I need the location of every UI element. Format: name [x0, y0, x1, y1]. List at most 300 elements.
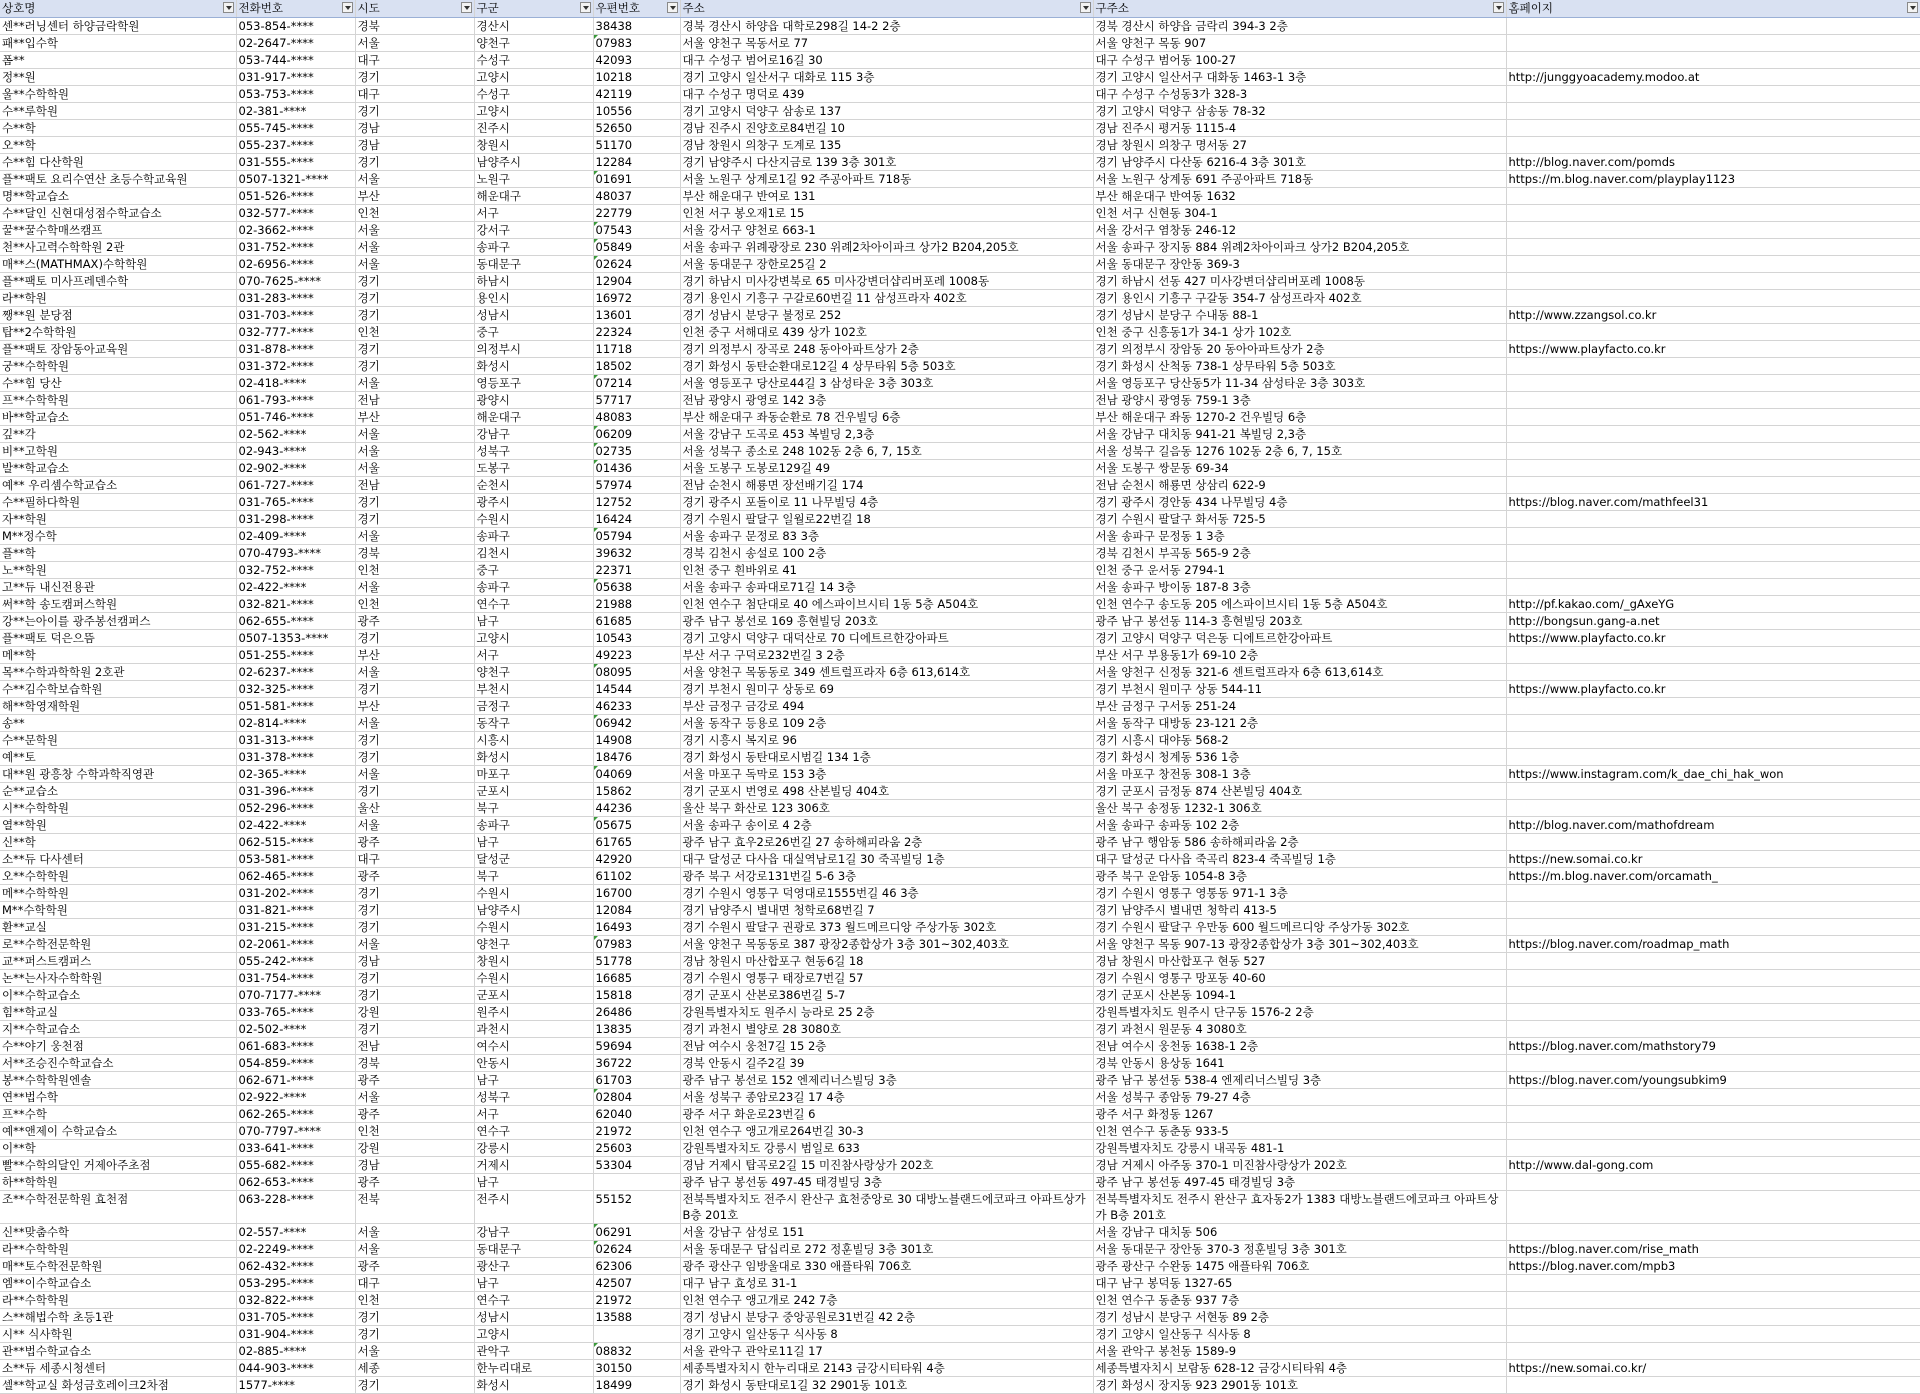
cell-province[interactable]: [355, 137, 474, 154]
cell-old-address[interactable]: [1093, 18, 1506, 35]
cell-phone[interactable]: [236, 732, 355, 749]
cell-homepage[interactable]: [1506, 545, 1920, 562]
cell-old-address[interactable]: [1093, 987, 1506, 1004]
cell-business-name[interactable]: [0, 698, 236, 715]
cell-district[interactable]: [474, 664, 593, 681]
cell-old-address[interactable]: [1093, 1191, 1506, 1224]
cell-phone[interactable]: [236, 154, 355, 171]
cell-address[interactable]: [680, 392, 1093, 409]
cell-zipcode[interactable]: [593, 902, 680, 919]
cell-address[interactable]: [680, 834, 1093, 851]
cell-phone[interactable]: [236, 715, 355, 732]
cell-phone[interactable]: [236, 52, 355, 69]
cell-homepage[interactable]: [1506, 69, 1920, 86]
cell-business-name[interactable]: [0, 392, 236, 409]
cell-address[interactable]: [680, 120, 1093, 137]
cell-phone[interactable]: [236, 494, 355, 511]
cell-district[interactable]: [474, 1089, 593, 1106]
filter-dropdown-icon[interactable]: [667, 2, 678, 13]
cell-homepage[interactable]: [1506, 1326, 1920, 1343]
cell-phone[interactable]: [236, 443, 355, 460]
cell-old-address[interactable]: [1093, 494, 1506, 511]
cell-province[interactable]: [355, 749, 474, 766]
cell-address[interactable]: [680, 1106, 1093, 1123]
cell-old-address[interactable]: [1093, 953, 1506, 970]
cell-province[interactable]: [355, 307, 474, 324]
cell-province[interactable]: [355, 1241, 474, 1258]
cell-homepage[interactable]: [1506, 358, 1920, 375]
cell-business-name[interactable]: [0, 1191, 236, 1224]
cell-zipcode[interactable]: [593, 579, 680, 596]
cell-old-address[interactable]: [1093, 851, 1506, 868]
cell-address[interactable]: [680, 477, 1093, 494]
cell-business-name[interactable]: [0, 766, 236, 783]
cell-zipcode[interactable]: [593, 1123, 680, 1140]
cell-district[interactable]: [474, 1258, 593, 1275]
cell-zipcode[interactable]: [593, 307, 680, 324]
cell-business-name[interactable]: [0, 188, 236, 205]
cell-old-address[interactable]: [1093, 477, 1506, 494]
cell-district[interactable]: [474, 1360, 593, 1377]
cell-zipcode[interactable]: [593, 1055, 680, 1072]
cell-homepage[interactable]: [1506, 460, 1920, 477]
cell-address[interactable]: [680, 324, 1093, 341]
cell-homepage[interactable]: [1506, 154, 1920, 171]
cell-phone[interactable]: [236, 1292, 355, 1309]
cell-business-name[interactable]: [0, 86, 236, 103]
cell-zipcode[interactable]: [593, 1038, 680, 1055]
cell-province[interactable]: [355, 460, 474, 477]
cell-address[interactable]: [680, 783, 1093, 800]
cell-province[interactable]: [355, 52, 474, 69]
cell-province[interactable]: [355, 1258, 474, 1275]
cell-business-name[interactable]: [0, 970, 236, 987]
cell-address[interactable]: [680, 1157, 1093, 1174]
cell-homepage[interactable]: [1506, 1292, 1920, 1309]
cell-old-address[interactable]: [1093, 562, 1506, 579]
cell-phone[interactable]: [236, 1089, 355, 1106]
cell-old-address[interactable]: [1093, 137, 1506, 154]
cell-province[interactable]: [355, 324, 474, 341]
cell-phone[interactable]: [236, 239, 355, 256]
cell-old-address[interactable]: [1093, 341, 1506, 358]
cell-homepage[interactable]: [1506, 205, 1920, 222]
cell-district[interactable]: [474, 919, 593, 936]
cell-district[interactable]: [474, 511, 593, 528]
cell-old-address[interactable]: [1093, 749, 1506, 766]
cell-province[interactable]: [355, 528, 474, 545]
cell-business-name[interactable]: [0, 205, 236, 222]
cell-phone[interactable]: [236, 1343, 355, 1360]
cell-zipcode[interactable]: [593, 647, 680, 664]
cell-zipcode[interactable]: [593, 1191, 680, 1224]
cell-district[interactable]: [474, 715, 593, 732]
cell-province[interactable]: [355, 1360, 474, 1377]
cell-zipcode[interactable]: [593, 1377, 680, 1394]
cell-province[interactable]: [355, 426, 474, 443]
cell-district[interactable]: [474, 868, 593, 885]
cell-homepage[interactable]: [1506, 137, 1920, 154]
cell-business-name[interactable]: [0, 919, 236, 936]
cell-zipcode[interactable]: [593, 154, 680, 171]
cell-old-address[interactable]: [1093, 1275, 1506, 1292]
cell-homepage[interactable]: [1506, 171, 1920, 188]
cell-district[interactable]: [474, 953, 593, 970]
cell-business-name[interactable]: [0, 1309, 236, 1326]
cell-province[interactable]: [355, 290, 474, 307]
cell-old-address[interactable]: [1093, 868, 1506, 885]
cell-business-name[interactable]: [0, 307, 236, 324]
cell-province[interactable]: [355, 256, 474, 273]
cell-province[interactable]: [355, 562, 474, 579]
cell-province[interactable]: [355, 715, 474, 732]
cell-homepage[interactable]: [1506, 936, 1920, 953]
cell-district[interactable]: [474, 188, 593, 205]
cell-phone[interactable]: [236, 1055, 355, 1072]
cell-zipcode[interactable]: [593, 1021, 680, 1038]
cell-district[interactable]: [474, 307, 593, 324]
cell-district[interactable]: [474, 409, 593, 426]
cell-province[interactable]: [355, 1275, 474, 1292]
cell-province[interactable]: [355, 120, 474, 137]
cell-province[interactable]: [355, 222, 474, 239]
cell-homepage[interactable]: [1506, 1343, 1920, 1360]
cell-district[interactable]: [474, 596, 593, 613]
cell-homepage[interactable]: [1506, 222, 1920, 239]
cell-business-name[interactable]: [0, 477, 236, 494]
cell-phone[interactable]: [236, 1021, 355, 1038]
cell-old-address[interactable]: [1093, 613, 1506, 630]
cell-homepage[interactable]: [1506, 324, 1920, 341]
cell-district[interactable]: [474, 1157, 593, 1174]
cell-homepage[interactable]: [1506, 970, 1920, 987]
cell-province[interactable]: [355, 18, 474, 35]
cell-phone[interactable]: [236, 358, 355, 375]
cell-province[interactable]: [355, 545, 474, 562]
cell-province[interactable]: [355, 868, 474, 885]
cell-province[interactable]: [355, 732, 474, 749]
cell-zipcode[interactable]: [593, 256, 680, 273]
cell-zipcode[interactable]: [593, 1292, 680, 1309]
cell-address[interactable]: [680, 1089, 1093, 1106]
cell-zipcode[interactable]: [593, 1275, 680, 1292]
cell-zipcode[interactable]: [593, 52, 680, 69]
cell-business-name[interactable]: [0, 375, 236, 392]
cell-phone[interactable]: [236, 681, 355, 698]
cell-homepage[interactable]: [1506, 868, 1920, 885]
cell-address[interactable]: [680, 409, 1093, 426]
cell-old-address[interactable]: [1093, 936, 1506, 953]
cell-province[interactable]: [355, 834, 474, 851]
cell-business-name[interactable]: [0, 715, 236, 732]
cell-old-address[interactable]: [1093, 545, 1506, 562]
cell-district[interactable]: [474, 120, 593, 137]
cell-old-address[interactable]: [1093, 409, 1506, 426]
cell-phone[interactable]: [236, 1326, 355, 1343]
cell-province[interactable]: [355, 188, 474, 205]
cell-district[interactable]: [474, 239, 593, 256]
cell-phone[interactable]: [236, 392, 355, 409]
cell-zipcode[interactable]: [593, 545, 680, 562]
cell-address[interactable]: [680, 1241, 1093, 1258]
cell-phone[interactable]: [236, 919, 355, 936]
cell-old-address[interactable]: [1093, 732, 1506, 749]
cell-province[interactable]: [355, 1224, 474, 1241]
cell-phone[interactable]: [236, 409, 355, 426]
cell-phone[interactable]: [236, 1309, 355, 1326]
cell-address[interactable]: [680, 817, 1093, 834]
cell-old-address[interactable]: [1093, 885, 1506, 902]
cell-homepage[interactable]: [1506, 596, 1920, 613]
filter-dropdown-icon[interactable]: [342, 2, 353, 13]
cell-address[interactable]: [680, 1038, 1093, 1055]
cell-district[interactable]: [474, 1191, 593, 1224]
cell-phone[interactable]: [236, 596, 355, 613]
cell-old-address[interactable]: [1093, 698, 1506, 715]
cell-zipcode[interactable]: [593, 494, 680, 511]
cell-district[interactable]: [474, 443, 593, 460]
cell-zipcode[interactable]: [593, 205, 680, 222]
cell-business-name[interactable]: [0, 562, 236, 579]
cell-homepage[interactable]: [1506, 1275, 1920, 1292]
cell-business-name[interactable]: [0, 1292, 236, 1309]
cell-homepage[interactable]: [1506, 1191, 1920, 1224]
cell-old-address[interactable]: [1093, 1123, 1506, 1140]
cell-business-name[interactable]: [0, 817, 236, 834]
cell-address[interactable]: [680, 528, 1093, 545]
cell-zipcode[interactable]: [593, 460, 680, 477]
cell-address[interactable]: [680, 545, 1093, 562]
cell-old-address[interactable]: [1093, 426, 1506, 443]
cell-address[interactable]: [680, 664, 1093, 681]
cell-homepage[interactable]: [1506, 341, 1920, 358]
cell-address[interactable]: [680, 511, 1093, 528]
cell-phone[interactable]: [236, 375, 355, 392]
cell-zipcode[interactable]: [593, 137, 680, 154]
cell-old-address[interactable]: [1093, 664, 1506, 681]
cell-zipcode[interactable]: [593, 885, 680, 902]
cell-address[interactable]: [680, 800, 1093, 817]
cell-zipcode[interactable]: [593, 1241, 680, 1258]
cell-homepage[interactable]: [1506, 613, 1920, 630]
cell-address[interactable]: [680, 885, 1093, 902]
filter-dropdown-icon[interactable]: [1080, 2, 1091, 13]
cell-homepage[interactable]: [1506, 426, 1920, 443]
cell-homepage[interactable]: [1506, 307, 1920, 324]
cell-province[interactable]: [355, 409, 474, 426]
cell-zipcode[interactable]: [593, 613, 680, 630]
cell-province[interactable]: [355, 1072, 474, 1089]
cell-homepage[interactable]: [1506, 392, 1920, 409]
cell-business-name[interactable]: [0, 1038, 236, 1055]
cell-business-name[interactable]: [0, 1326, 236, 1343]
cell-address[interactable]: [680, 1021, 1093, 1038]
cell-business-name[interactable]: [0, 239, 236, 256]
cell-address[interactable]: [680, 443, 1093, 460]
cell-phone[interactable]: [236, 307, 355, 324]
cell-address[interactable]: [680, 341, 1093, 358]
cell-old-address[interactable]: [1093, 1021, 1506, 1038]
cell-business-name[interactable]: [0, 902, 236, 919]
cell-homepage[interactable]: [1506, 477, 1920, 494]
cell-business-name[interactable]: [0, 868, 236, 885]
cell-homepage[interactable]: [1506, 290, 1920, 307]
cell-province[interactable]: [355, 341, 474, 358]
cell-business-name[interactable]: [0, 1089, 236, 1106]
cell-address[interactable]: [680, 1004, 1093, 1021]
cell-homepage[interactable]: [1506, 1055, 1920, 1072]
cell-province[interactable]: [355, 1089, 474, 1106]
cell-phone[interactable]: [236, 341, 355, 358]
cell-homepage[interactable]: [1506, 698, 1920, 715]
cell-address[interactable]: [680, 562, 1093, 579]
cell-phone[interactable]: [236, 205, 355, 222]
cell-business-name[interactable]: [0, 69, 236, 86]
cell-business-name[interactable]: [0, 358, 236, 375]
cell-district[interactable]: [474, 902, 593, 919]
cell-address[interactable]: [680, 851, 1093, 868]
cell-phone[interactable]: [236, 511, 355, 528]
cell-zipcode[interactable]: [593, 1157, 680, 1174]
cell-district[interactable]: [474, 273, 593, 290]
cell-zipcode[interactable]: [593, 511, 680, 528]
cell-district[interactable]: [474, 732, 593, 749]
cell-phone[interactable]: [236, 18, 355, 35]
cell-district[interactable]: [474, 1241, 593, 1258]
cell-homepage[interactable]: [1506, 52, 1920, 69]
cell-province[interactable]: [355, 885, 474, 902]
cell-old-address[interactable]: [1093, 1106, 1506, 1123]
cell-province[interactable]: [355, 239, 474, 256]
cell-business-name[interactable]: [0, 222, 236, 239]
cell-district[interactable]: [474, 698, 593, 715]
cell-zipcode[interactable]: [593, 341, 680, 358]
cell-old-address[interactable]: [1093, 800, 1506, 817]
cell-phone[interactable]: [236, 188, 355, 205]
cell-phone[interactable]: [236, 1072, 355, 1089]
cell-district[interactable]: [474, 1055, 593, 1072]
cell-business-name[interactable]: [0, 1343, 236, 1360]
cell-province[interactable]: [355, 358, 474, 375]
cell-district[interactable]: [474, 613, 593, 630]
cell-phone[interactable]: [236, 273, 355, 290]
cell-old-address[interactable]: [1093, 1055, 1506, 1072]
cell-phone[interactable]: [236, 1377, 355, 1394]
cell-old-address[interactable]: [1093, 1174, 1506, 1191]
cell-district[interactable]: [474, 1275, 593, 1292]
cell-old-address[interactable]: [1093, 460, 1506, 477]
cell-homepage[interactable]: [1506, 800, 1920, 817]
cell-phone[interactable]: [236, 902, 355, 919]
cell-old-address[interactable]: [1093, 1258, 1506, 1275]
cell-homepage[interactable]: [1506, 579, 1920, 596]
filter-dropdown-icon[interactable]: [461, 2, 472, 13]
cell-business-name[interactable]: [0, 851, 236, 868]
cell-business-name[interactable]: [0, 1140, 236, 1157]
cell-address[interactable]: [680, 1275, 1093, 1292]
cell-province[interactable]: [355, 443, 474, 460]
cell-zipcode[interactable]: [593, 800, 680, 817]
cell-district[interactable]: [474, 885, 593, 902]
cell-address[interactable]: [680, 630, 1093, 647]
cell-business-name[interactable]: [0, 1224, 236, 1241]
cell-business-name[interactable]: [0, 120, 236, 137]
cell-zipcode[interactable]: [593, 732, 680, 749]
cell-homepage[interactable]: [1506, 528, 1920, 545]
cell-business-name[interactable]: [0, 1106, 236, 1123]
cell-province[interactable]: [355, 511, 474, 528]
cell-homepage[interactable]: [1506, 562, 1920, 579]
cell-province[interactable]: [355, 1123, 474, 1140]
cell-homepage[interactable]: [1506, 1004, 1920, 1021]
cell-address[interactable]: [680, 1360, 1093, 1377]
cell-zipcode[interactable]: [593, 188, 680, 205]
cell-address[interactable]: [680, 86, 1093, 103]
cell-phone[interactable]: [236, 1157, 355, 1174]
cell-address[interactable]: [680, 1343, 1093, 1360]
cell-zipcode[interactable]: [593, 970, 680, 987]
cell-homepage[interactable]: [1506, 851, 1920, 868]
cell-phone[interactable]: [236, 1275, 355, 1292]
cell-zipcode[interactable]: [593, 69, 680, 86]
cell-phone[interactable]: [236, 120, 355, 137]
cell-district[interactable]: [474, 52, 593, 69]
cell-old-address[interactable]: [1093, 579, 1506, 596]
cell-phone[interactable]: [236, 477, 355, 494]
cell-address[interactable]: [680, 715, 1093, 732]
cell-old-address[interactable]: [1093, 358, 1506, 375]
cell-province[interactable]: [355, 766, 474, 783]
cell-zipcode[interactable]: [593, 1326, 680, 1343]
filter-dropdown-icon[interactable]: [1907, 2, 1918, 13]
cell-address[interactable]: [680, 460, 1093, 477]
cell-zipcode[interactable]: [593, 783, 680, 800]
cell-district[interactable]: [474, 460, 593, 477]
cell-address[interactable]: [680, 1309, 1093, 1326]
cell-business-name[interactable]: [0, 443, 236, 460]
cell-homepage[interactable]: [1506, 902, 1920, 919]
cell-address[interactable]: [680, 239, 1093, 256]
cell-phone[interactable]: [236, 1224, 355, 1241]
cell-phone[interactable]: [236, 1191, 355, 1224]
filter-dropdown-icon[interactable]: [580, 2, 591, 13]
cell-district[interactable]: [474, 970, 593, 987]
cell-homepage[interactable]: [1506, 766, 1920, 783]
cell-province[interactable]: [355, 579, 474, 596]
cell-district[interactable]: [474, 528, 593, 545]
cell-district[interactable]: [474, 1326, 593, 1343]
cell-address[interactable]: [680, 953, 1093, 970]
cell-phone[interactable]: [236, 460, 355, 477]
cell-business-name[interactable]: [0, 460, 236, 477]
cell-zipcode[interactable]: [593, 851, 680, 868]
cell-phone[interactable]: [236, 851, 355, 868]
cell-district[interactable]: [474, 1224, 593, 1241]
cell-business-name[interactable]: [0, 1055, 236, 1072]
cell-district[interactable]: [474, 103, 593, 120]
cell-homepage[interactable]: [1506, 1258, 1920, 1275]
cell-province[interactable]: [355, 69, 474, 86]
cell-district[interactable]: [474, 256, 593, 273]
cell-district[interactable]: [474, 800, 593, 817]
cell-old-address[interactable]: [1093, 970, 1506, 987]
cell-district[interactable]: [474, 426, 593, 443]
cell-business-name[interactable]: [0, 1004, 236, 1021]
cell-homepage[interactable]: [1506, 494, 1920, 511]
cell-province[interactable]: [355, 664, 474, 681]
cell-homepage[interactable]: [1506, 1140, 1920, 1157]
cell-zipcode[interactable]: [593, 596, 680, 613]
